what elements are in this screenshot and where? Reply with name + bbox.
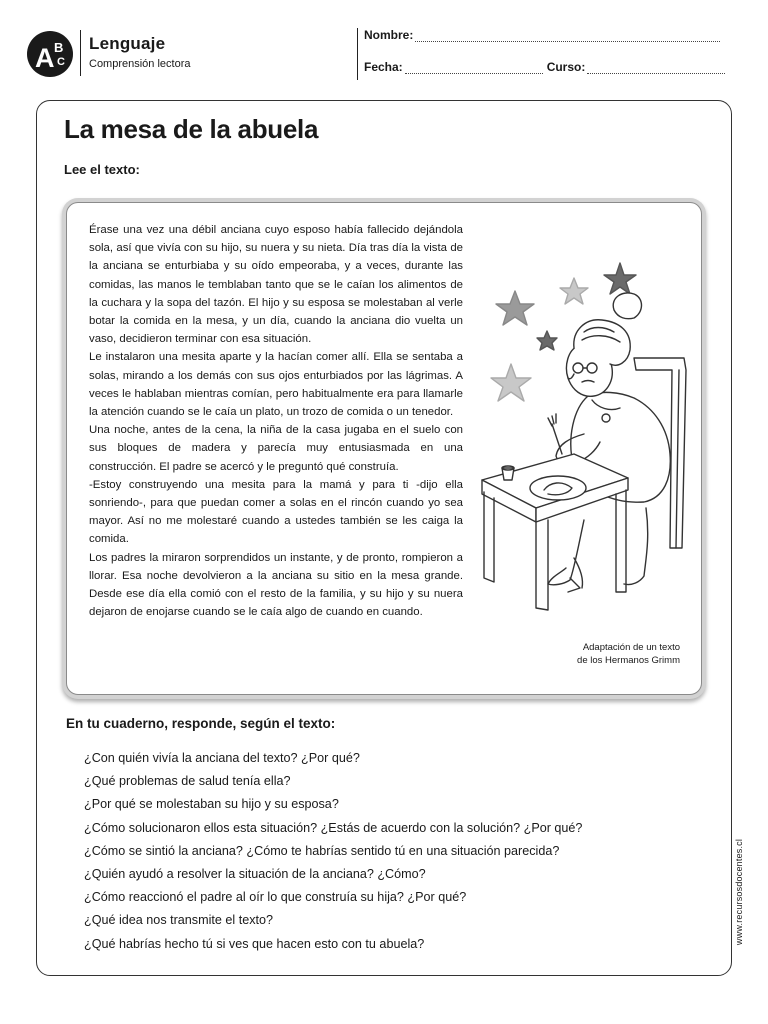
question-item: ¿Qué problemas de salud tenía ella? (84, 774, 291, 789)
credit-line-2: de los Hermanos Grimm (577, 655, 680, 666)
abc-logo-icon (26, 30, 74, 78)
question-item: ¿Cómo se sintió la anciana? ¿Cómo te habrías sentido tú en una situación parecida? (84, 843, 560, 858)
question-item: ¿Qué habrías hecho tú si ves que hacen esto con tu abuela? (84, 936, 425, 951)
student-info-form (357, 28, 734, 80)
questions-heading: En tu cuaderno, responde, según el texto: (66, 716, 336, 731)
course-label: Curso: (546, 60, 586, 74)
read-instruction: Lee el texto: (64, 162, 140, 177)
star-icon (604, 263, 636, 294)
date-field[interactable] (405, 61, 543, 74)
question-item: ¿Quién ayudó a resolver la situación de la anciana? ¿Cómo? (84, 867, 426, 882)
question-item: ¿Por qué se molestaban su hijo y su esposa? (84, 797, 339, 812)
story-paragraph: Le instalaron una mesita aparte y la hacían comer allí. Ella se sentaba a solas, mirando a los demás con sus ojos enturbiados por las lágrimas. A veces le hablaban mientras comían, pero habitualmente era para llamarle la atención cuando se le caía un plato, un trozo de comida o un tenedor. (89, 351, 463, 419)
name-label: Nombre: (364, 28, 414, 42)
website-url (732, 830, 746, 954)
questions-list (84, 747, 582, 956)
subject-title: Lenguaje (89, 34, 166, 53)
logo-letter-b: B (54, 40, 64, 55)
question-item: ¿Con quién vivía la anciana del texto? ¿Por qué? (84, 751, 360, 765)
question-item: ¿Qué idea nos transmite el texto? (84, 913, 274, 928)
name-field[interactable] (415, 29, 720, 42)
course-field[interactable] (587, 61, 725, 74)
page-title: La mesa de la abuela (64, 114, 319, 144)
story-paragraph: Érase una vez una débil anciana cuyo esposo había fallecido dejándola sola, así que vivía con su hijo, su nuera y su nieta. Día tras día la vista de la anciana se enturbiaba y su oído empeoraba, y a veces, durante las comidas, las manos le temblaban tanto que se le caían los alimentos de la cuchara y la sopa del tazón. El hijo y su esposa se molestaban al verle botar la comida en la mesa, y un día, cuando la anciana dio vuelta un vaso, decidieron terminar con esa situación. (89, 224, 463, 346)
grandmother-at-small-table-illustration (474, 258, 696, 616)
subject-block (80, 30, 191, 76)
logo-letter-a: A (35, 43, 55, 73)
story-text (89, 221, 463, 621)
website-url-text: www.recursosdocentes.cl (734, 838, 744, 946)
star-icon (560, 278, 588, 304)
star-icon (496, 291, 534, 325)
story-paragraph: Una noche, antes de la cena, la niña de la casa jugaba en el suelo con sus bloques de madera y parecía muy entusiasmada en una construcción. El padre se acercó y le preguntó qué construía. (89, 424, 463, 473)
star-icon (537, 331, 557, 350)
subject-subtitle: Comprensión lectora (89, 58, 191, 70)
question-item: ¿Cómo reaccionó el padre al oír lo que construía su hija? ¿Por qué? (84, 890, 467, 905)
credit-line-1: Adaptación de un texto (582, 642, 680, 653)
date-label: Fecha: (364, 60, 403, 74)
story-paragraph: -Estoy construyendo una mesita para la mamá y para ti -dijo ella sonriendo-, para que puedan comer a solas en el rincón cuando yo sea mayor. Así no me molestaré cuando a ustedes también se les caiga la comida. (89, 478, 463, 546)
story-paragraph: Los padres la miraron sorprendidos un instante, y de pronto, rompieron a llorar. Esa noche devolvieron a la anciana su sitio en la mesa grande. Desde ese día ella comió con el resto de la familia, y su hijo y su nuera dejaron de enojarse cuando se le caía algo de cuando en cuando. (89, 551, 463, 619)
date-course-row (364, 60, 725, 74)
name-row (364, 28, 720, 42)
question-item: ¿Cómo solucionaron ellos esta situación? ¿Estás de acuerdo con la solución? ¿Por qué? (84, 820, 583, 835)
star-icon (491, 364, 531, 401)
logo-letter-c: C (57, 56, 65, 68)
source-credit (550, 641, 680, 667)
